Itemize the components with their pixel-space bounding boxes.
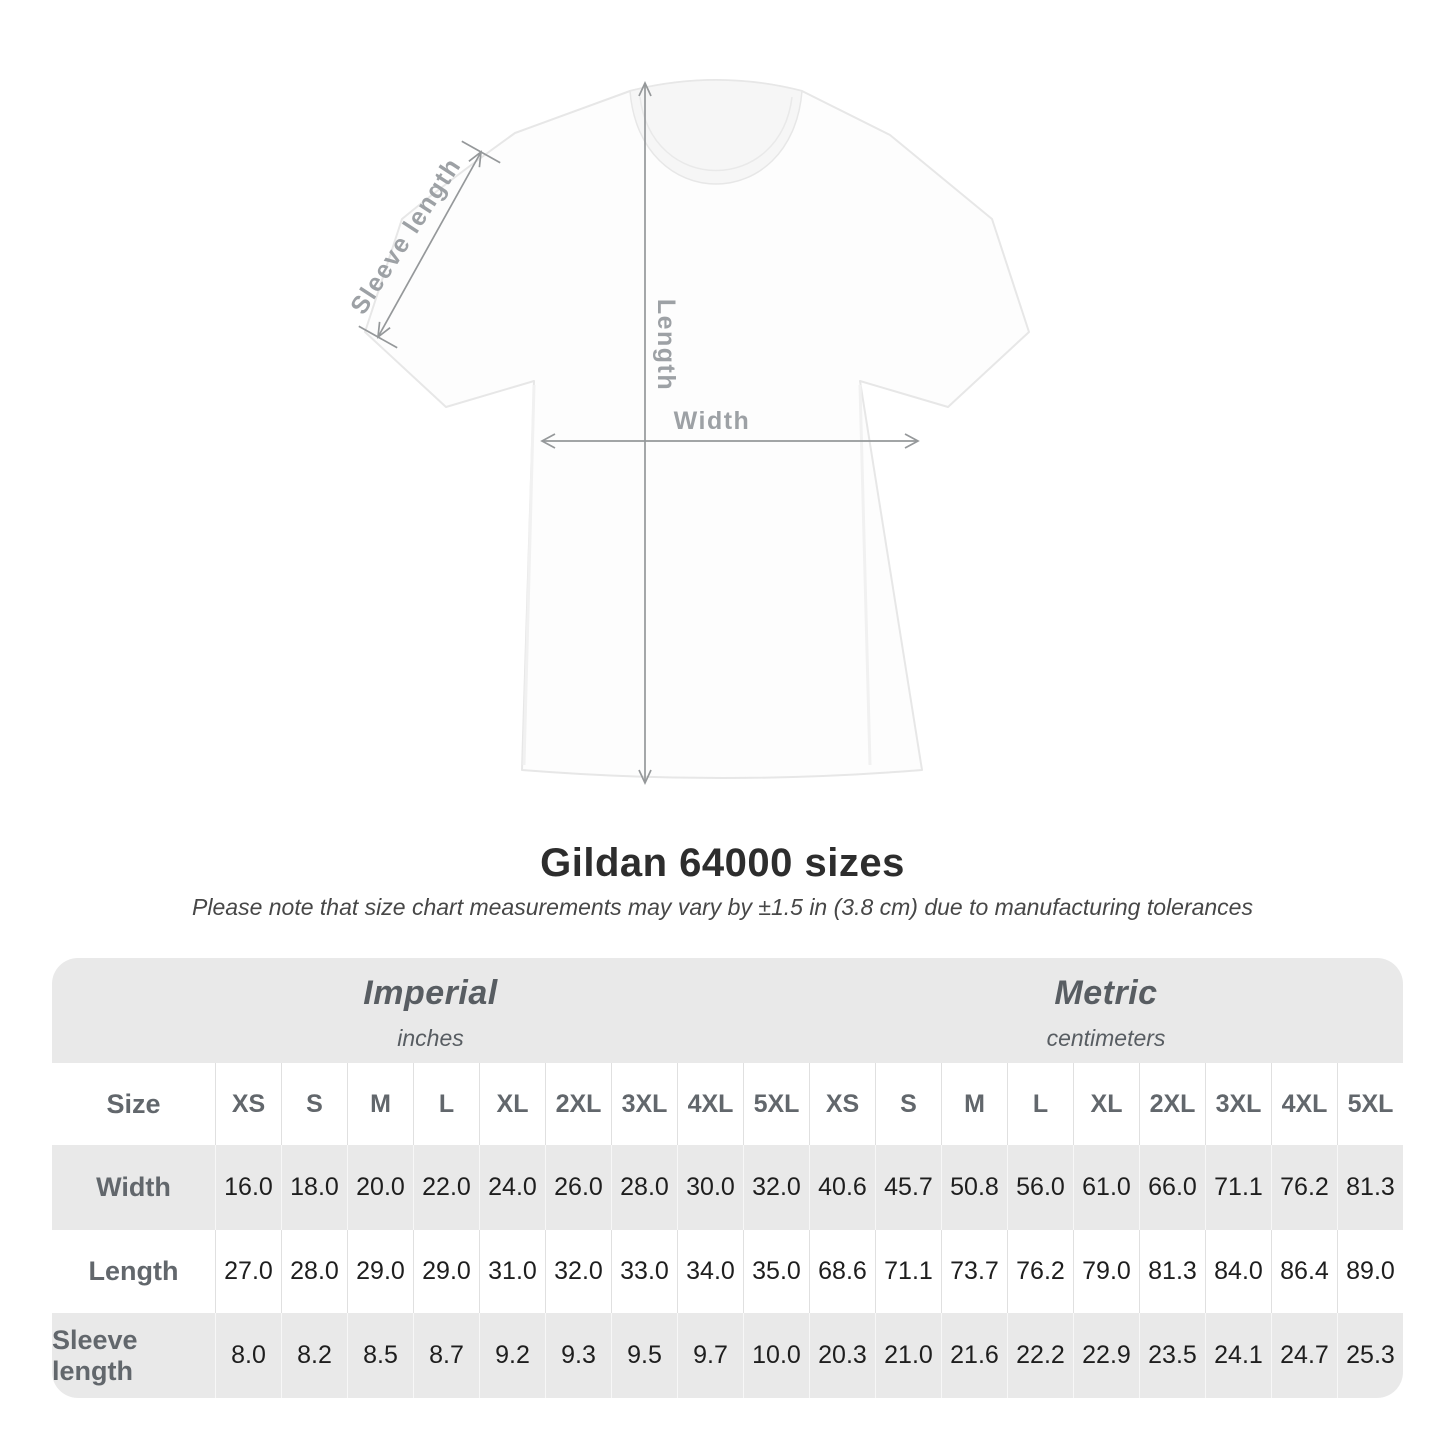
table-cell: 32.0 (743, 1145, 809, 1230)
length-label: Length (652, 298, 680, 392)
table-row-length (52, 1230, 1403, 1313)
table-cell: L (413, 1063, 479, 1145)
table-cell: 4XL (1271, 1063, 1337, 1145)
table-cell: 66.0 (1139, 1145, 1205, 1230)
table-cell: 61.0 (1073, 1145, 1139, 1230)
table-cell: 81.3 (1337, 1145, 1403, 1230)
table-cell: 24.7 (1271, 1313, 1337, 1398)
table-cell: XS (809, 1063, 875, 1145)
table-cell: 45.7 (875, 1145, 941, 1230)
table-cell: 30.0 (677, 1145, 743, 1230)
table-cell: 35.0 (743, 1230, 809, 1313)
width-label: Width (673, 407, 751, 435)
table-cell: 9.3 (545, 1313, 611, 1398)
page-title: Gildan 64000 sizes (540, 841, 905, 885)
table-cell: 2XL (545, 1063, 611, 1145)
table-cell: 68.6 (809, 1230, 875, 1313)
table-cell: 73.7 (941, 1230, 1007, 1313)
table-cell: 24.0 (479, 1145, 545, 1230)
row-label-length: Length (88, 1256, 179, 1286)
table-cell: 76.2 (1007, 1230, 1073, 1313)
tshirt-illustration (330, 55, 1070, 820)
table-cell: M (347, 1063, 413, 1145)
table-row-sizes (52, 1063, 1403, 1145)
imperial-header (52, 958, 809, 1063)
metric-unit-label: centimeters (1046, 1024, 1166, 1051)
table-cell: XS (215, 1063, 281, 1145)
table-cell: 31.0 (479, 1230, 545, 1313)
metric-header (809, 958, 1403, 1063)
table-cell: 84.0 (1205, 1230, 1271, 1313)
table-cell: 3XL (1205, 1063, 1271, 1145)
table-cell: 8.0 (215, 1313, 281, 1398)
table-cell: 50.8 (941, 1145, 1007, 1230)
table-cell: 33.0 (611, 1230, 677, 1313)
table-cell: 34.0 (677, 1230, 743, 1313)
table-cell: XL (479, 1063, 545, 1145)
table-cell: 76.2 (1271, 1145, 1337, 1230)
table-cell: 28.0 (281, 1230, 347, 1313)
table-cell: 40.6 (809, 1145, 875, 1230)
table-cell: 26.0 (545, 1145, 611, 1230)
table-cell: M (941, 1063, 1007, 1145)
table-cell: 22.0 (413, 1145, 479, 1230)
table-cell: 4XL (677, 1063, 743, 1145)
table-cell: 9.5 (611, 1313, 677, 1398)
table-cell: 22.9 (1073, 1313, 1139, 1398)
row-label-size: Size (106, 1088, 161, 1119)
table-cell: S (281, 1063, 347, 1145)
table-row-width (52, 1145, 1403, 1230)
table-cell: 5XL (1337, 1063, 1403, 1145)
table-cell: 29.0 (413, 1230, 479, 1313)
size-table (52, 958, 1403, 1398)
table-cell: 27.0 (215, 1230, 281, 1313)
metric-system-label: Metric (1054, 973, 1158, 1012)
table-cell: 81.3 (1139, 1230, 1205, 1313)
row-label-sleeve-length: Sleeve length (52, 1324, 138, 1386)
table-cell: 10.0 (743, 1313, 809, 1398)
table-cell: 86.4 (1271, 1230, 1337, 1313)
table-cell: 22.2 (1007, 1313, 1073, 1398)
table-cell: 18.0 (281, 1145, 347, 1230)
table-cell: 20.3 (809, 1313, 875, 1398)
sleeve-length-label: Sleeve length (345, 152, 467, 320)
imperial-system-label: Imperial (363, 973, 498, 1012)
table-cell: 23.5 (1139, 1313, 1205, 1398)
table-cell: 5XL (743, 1063, 809, 1145)
table-cell: 24.1 (1205, 1313, 1271, 1398)
table-cell: 8.2 (281, 1313, 347, 1398)
table-cell: 9.2 (479, 1313, 545, 1398)
table-cell: 71.1 (875, 1230, 941, 1313)
table-cell: 89.0 (1337, 1230, 1403, 1313)
table-cell: 9.7 (677, 1313, 743, 1398)
table-cell: 32.0 (545, 1230, 611, 1313)
table-cell: 71.1 (1205, 1145, 1271, 1230)
table-cell: XL (1073, 1063, 1139, 1145)
table-cell: 8.5 (347, 1313, 413, 1398)
table-cell: 21.6 (941, 1313, 1007, 1398)
table-row-sleeve-length (52, 1313, 1403, 1398)
table-cell: 3XL (611, 1063, 677, 1145)
table-cell: 56.0 (1007, 1145, 1073, 1230)
table-header-band (52, 958, 1403, 1063)
table-cell: 20.0 (347, 1145, 413, 1230)
table-cell: 29.0 (347, 1230, 413, 1313)
table-cell: 21.0 (875, 1313, 941, 1398)
table-cell: 8.7 (413, 1313, 479, 1398)
table-cell: 16.0 (215, 1145, 281, 1230)
imperial-unit-label: inches (397, 1024, 464, 1051)
tolerance-note: Please note that size chart measurements may vary by ±1.5 in (3.8 cm) due to manufacturing tolerances (192, 894, 1253, 920)
table-cell: 79.0 (1073, 1230, 1139, 1313)
table-cell: S (875, 1063, 941, 1145)
table-cell: 2XL (1139, 1063, 1205, 1145)
table-cell: 25.3 (1337, 1313, 1403, 1398)
row-label-width: Width (96, 1172, 171, 1202)
tshirt-measurement-figure (330, 55, 1070, 820)
table-cell: L (1007, 1063, 1073, 1145)
table-cell: 28.0 (611, 1145, 677, 1230)
